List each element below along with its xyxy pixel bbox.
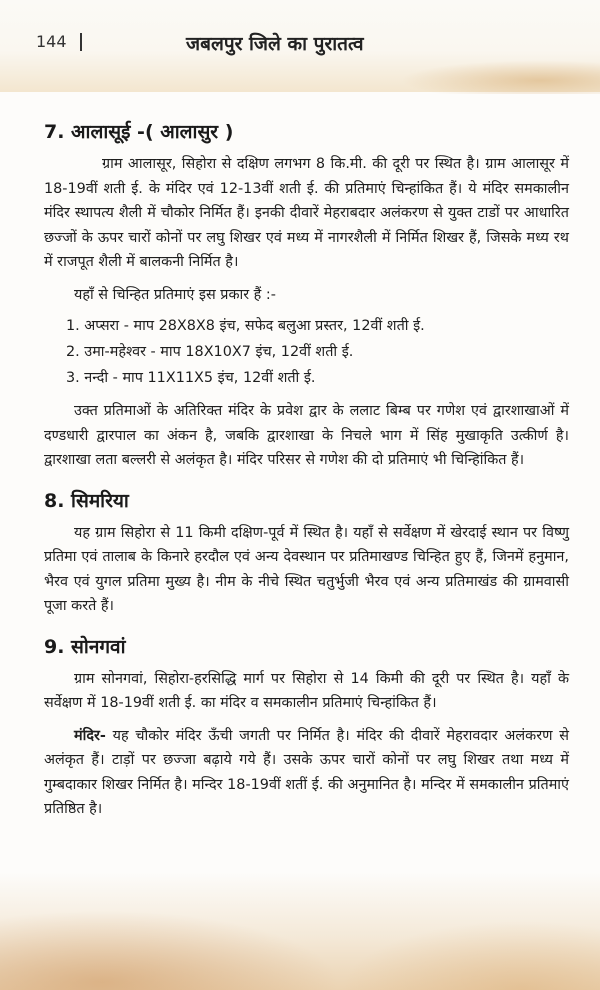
section-heading: 7. आलासूई -( आलासुर ) xyxy=(44,121,234,143)
header-divider xyxy=(80,33,82,51)
section-7 xyxy=(44,118,569,473)
running-header xyxy=(36,32,566,58)
paragraph: ग्राम सोनगवां, सिहोरा-हरसिद्धि मार्ग पर सिहोरा से 14 किमी की दूरी पर स्थित है। यहाँ के सर्वेक्षण में 18-19वीं शती ई. का मंदिर व समकालीन प्रतिमाएं चिन्हांकित हैं। xyxy=(44,670,569,711)
paragraph xyxy=(44,724,569,822)
list-intro: यहाँ से चिन्हित प्रतिमाएं इस प्रकार हैं :- xyxy=(74,286,276,303)
section-9 xyxy=(44,633,569,822)
section-8 xyxy=(44,487,569,619)
paragraph-body: यह चौकोर मंदिर ऊँची जगती पर निर्मित है। मंदिर की दीवारें मेहरावदार अलंकरण से अलंकृत हैं। टाड़ों पर छज्जा बढ़ाये गये हैं। उसके ऊपर चारों कोनों पर लघु शिखर तथा मध्य में गुम्बदाकार शिखर निर्मित है। मन्दिर 18-19वीं शतीं ई. की अनुमानित है। मन्दिर में समकालीन प्रतिमाएं प्रतिष्ठित है। xyxy=(44,727,569,817)
list-item: 1. अप्सरा - माप 28X8X8 इंच, सफेद बलुआ प्रस्तर, 12वीं शती ई. xyxy=(66,318,425,334)
page-body xyxy=(44,118,569,822)
page-bottom-tint xyxy=(0,872,600,990)
paragraph: उक्त प्रतिमाओं के अतिरिक्त मंदिर के प्रवेश द्वार के ललाट बिम्ब पर गणेश एवं द्वारशाखाओं में दण्डधारी द्वारपाल का अंकन है, जबकि द्वारशाखा के निचले भाग में सिंह मुखाकृति उत्कीर्ण है। द्वारशाखा लता बल्लरी से अलंकृत है। मंदिर परिसर से गणेश की दो प्रतिमाएं भी चिन्हिांकित हैं। xyxy=(44,403,569,468)
section-heading: 8. सिमरिया xyxy=(44,489,129,512)
paragraph-lead: मंदिर- xyxy=(74,727,106,744)
list-item: 2. उमा-महेश्वर - माप 18X10X7 इंच, 12वीं शती ई. xyxy=(66,344,354,360)
paragraph: यह ग्राम सिहोरा से 11 किमी दक्षिण-पूर्व में स्थित है। यहाँ से सर्वेक्षण में खेरदाई स्थान पर विष्णु प्रतिमा एवं तालाब के किनारे हरदौल एवं अन्य देवस्थान पर प्रतिमाखण्ड चिन्हित हुए हैं, जिनमें हनुमान, भैरव एवं युगल प्रतिमा मुख्य है। नीम के नीचे स्थित चतुर्भुजी भैरव एवं अन्य प्रतिमाखंड की ग्रामवासी पूजा करते हैं। xyxy=(44,524,569,614)
section-heading: 9. सोनगवां xyxy=(44,635,126,658)
page-number: 144 xyxy=(36,32,67,51)
list-item: 3. नन्दी - माप 11X11X5 इंच, 12वीं शती ई. xyxy=(66,370,316,386)
paragraph: ग्राम आलासूर, सिहोरा से दक्षिण लगभग 8 कि.मी. की दूरी पर स्थित है। ग्राम आलासूर में 18-19वीं शती ई. के मंदिर एवं 12-13वीं शती ई. की प्रतिमाएं चिन्हांकित हैं। ये मंदिर समकालीन मंदिर स्थापत्य शैली में चौकोर निर्मित हैं। इनकी दीवारें मेहराबदार अलंकरण से युक्त टाडों पर आधारित छज्जों के ऊपर चारों कोनों पर लघु शिखर एवं मध्य में नागरशैली में निर्मित शिखर हैं, जिसके मध्य रथ में राजपूत शैली में बालकनी निर्मित है। xyxy=(44,156,569,270)
sculpture-list xyxy=(44,313,569,391)
running-title: जबलपुर जिले का पुरातत्व xyxy=(186,33,364,55)
